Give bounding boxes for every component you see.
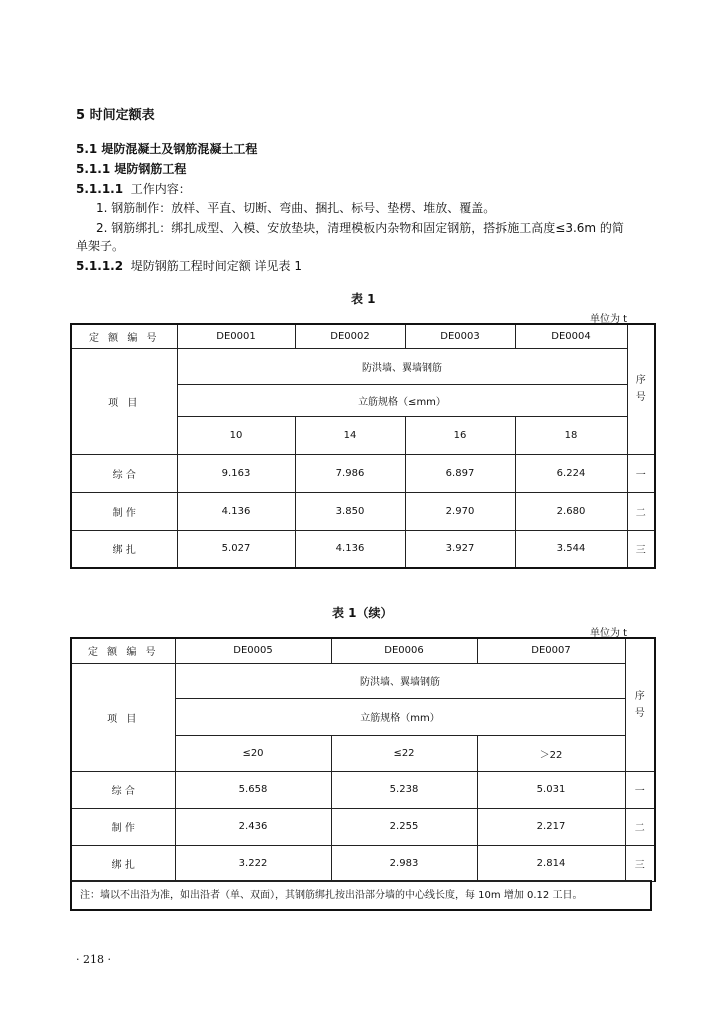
row-label: 综 合 bbox=[71, 454, 177, 492]
page-number: · 218 · bbox=[76, 953, 111, 966]
table2-code: DE0007 bbox=[477, 638, 625, 663]
table-row bbox=[71, 492, 655, 530]
work-content-label: 工作内容： bbox=[130, 182, 191, 196]
row-label: 综 合 bbox=[71, 771, 175, 808]
subsubsection-heading: 5.1.1 堤防钢筋工程 bbox=[76, 162, 187, 176]
cell: 2.970 bbox=[405, 492, 515, 530]
cell: 6.224 bbox=[515, 454, 627, 492]
row-seq: 一 bbox=[625, 771, 655, 808]
table-row bbox=[71, 771, 655, 808]
row-seq: 三 bbox=[627, 530, 655, 568]
table1-code: DE0001 bbox=[177, 324, 295, 348]
table2-item-label: 项 目 bbox=[71, 663, 175, 771]
cell: 2.814 bbox=[477, 845, 625, 881]
cell: 2.255 bbox=[331, 808, 477, 845]
time-quota-label: 堤防钢筋工程时间定额 详见表 1 bbox=[130, 259, 302, 273]
table1-code: DE0003 bbox=[405, 324, 515, 348]
table2-size: ≤22 bbox=[331, 735, 477, 771]
cell: 5.031 bbox=[477, 771, 625, 808]
table1-unit: 单位为 t bbox=[590, 314, 628, 325]
table-row bbox=[71, 530, 655, 568]
table2-seq-label-1: 序 bbox=[634, 690, 645, 702]
table2-seq-header bbox=[625, 638, 655, 771]
row-seq: 三 bbox=[625, 845, 655, 881]
table1 bbox=[70, 323, 656, 569]
table1-size: 16 bbox=[405, 416, 515, 454]
cell: 7.986 bbox=[295, 454, 405, 492]
cell: 5.238 bbox=[331, 771, 477, 808]
cell: 3.544 bbox=[515, 530, 627, 568]
table2-code-label: 定 额 编 号 bbox=[71, 638, 175, 663]
row-seq: 一 bbox=[627, 454, 655, 492]
work-content-number: 5.1.1.1 bbox=[76, 182, 124, 196]
table2-note: 注：墙以不出沿为准，如出沿者（单、双面），其钢筋绑扎按出沿部分墙的中心线长度，每 10m 增加 0.12 工日。 bbox=[70, 880, 652, 911]
table2-category: 防洪墙、翼墙钢筋 bbox=[175, 663, 625, 698]
table-row bbox=[71, 808, 655, 845]
row-seq: 二 bbox=[625, 808, 655, 845]
work-item-1: 1. 钢筋制作：放样、平直、切断、弯曲、捆扎、标号、垫楞、堆放、覆盖。 bbox=[96, 201, 496, 215]
table2 bbox=[70, 637, 656, 882]
table1-size: 14 bbox=[295, 416, 405, 454]
table1-seq-label-1: 序 bbox=[635, 375, 646, 387]
table2-spec: 立筋规格（mm） bbox=[175, 698, 625, 735]
time-quota-number: 5.1.1.2 bbox=[76, 259, 124, 273]
subsection-heading: 5.1 堤防混凝土及钢筋混凝土工程 bbox=[76, 142, 258, 156]
cell: 5.658 bbox=[175, 771, 331, 808]
table1-code-label: 定 额 编 号 bbox=[71, 324, 177, 348]
cell: 5.027 bbox=[177, 530, 295, 568]
cell: 3.927 bbox=[405, 530, 515, 568]
table1-category: 防洪墙、翼墙钢筋 bbox=[177, 348, 627, 384]
table1-size: 18 bbox=[515, 416, 627, 454]
table1-seq-header bbox=[627, 324, 655, 454]
cell: 3.222 bbox=[175, 845, 331, 881]
table1-size: 10 bbox=[177, 416, 295, 454]
table2-size: ≤20 bbox=[175, 735, 331, 771]
table1-caption: 表 1 bbox=[351, 292, 376, 306]
table1-code: DE0004 bbox=[515, 324, 627, 348]
row-label: 制 作 bbox=[71, 492, 177, 530]
cell: 9.163 bbox=[177, 454, 295, 492]
cell: 4.136 bbox=[177, 492, 295, 530]
table2-unit: 单位为 t bbox=[590, 628, 628, 639]
table1-code: DE0002 bbox=[295, 324, 405, 348]
work-item-2-line1: 2. 钢筋绑扎：绑扎成型、入模、安放垫块，清理模板内杂物和固定钢筋，搭拆施工高度≤3.6m 的简 bbox=[96, 221, 624, 235]
row-label: 绑 扎 bbox=[71, 530, 177, 568]
table-row bbox=[71, 845, 655, 881]
table-row bbox=[71, 454, 655, 492]
table2-seq-label-2: 号 bbox=[634, 707, 645, 719]
cell: 6.897 bbox=[405, 454, 515, 492]
table2-size: ＞22 bbox=[477, 735, 625, 771]
table1-spec: 立筋规格（≤mm） bbox=[177, 384, 627, 416]
row-seq: 二 bbox=[627, 492, 655, 530]
table1-item-label: 项 目 bbox=[71, 348, 177, 454]
cell: 4.136 bbox=[295, 530, 405, 568]
section-heading: 5 时间定额表 bbox=[76, 108, 155, 123]
table1-seq-label-2: 号 bbox=[635, 392, 646, 404]
row-label: 绑 扎 bbox=[71, 845, 175, 881]
work-item-2-line2: 单架子。 bbox=[76, 239, 125, 253]
time-quota-heading bbox=[76, 257, 302, 274]
cell: 2.983 bbox=[331, 845, 477, 881]
cell: 2.680 bbox=[515, 492, 627, 530]
cell: 2.217 bbox=[477, 808, 625, 845]
cell: 2.436 bbox=[175, 808, 331, 845]
work-content-heading bbox=[76, 180, 191, 197]
row-label: 制 作 bbox=[71, 808, 175, 845]
cell: 3.850 bbox=[295, 492, 405, 530]
table2-code: DE0005 bbox=[175, 638, 331, 663]
table2-code: DE0006 bbox=[331, 638, 477, 663]
table2-caption: 表 1（续） bbox=[332, 606, 393, 620]
